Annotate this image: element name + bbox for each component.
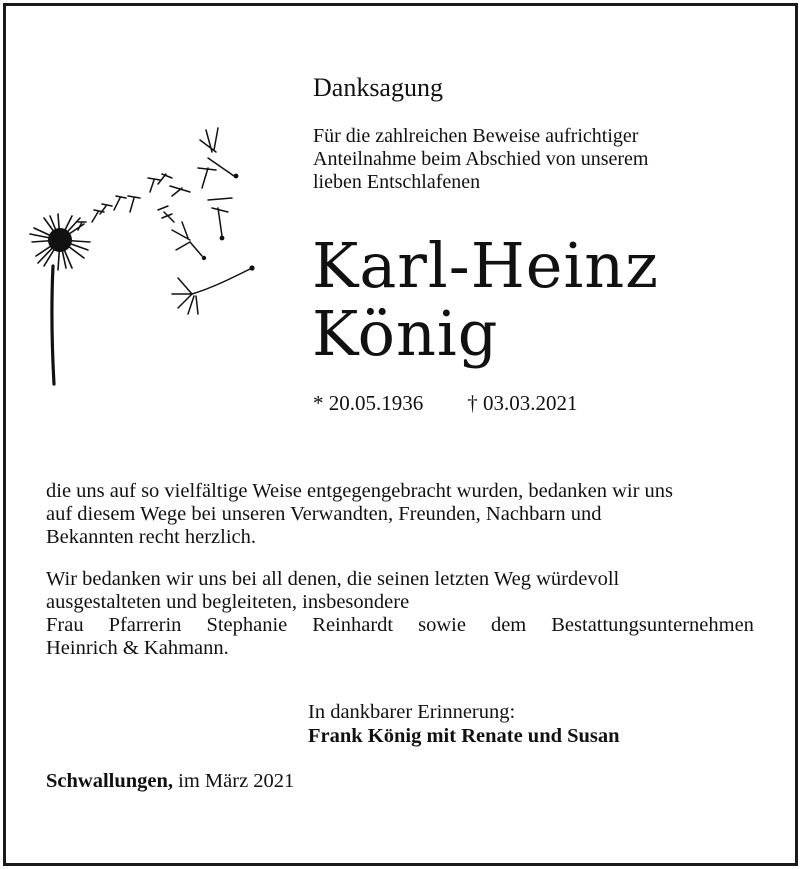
birth-date: * 20.05.1936 bbox=[313, 391, 424, 415]
paragraph-thanks bbox=[46, 480, 754, 549]
paragraph-line: Bekannten recht herzlich. bbox=[46, 526, 257, 548]
first-name: Karl-Heinz bbox=[312, 229, 659, 302]
word: Frau bbox=[46, 614, 84, 636]
signature-block bbox=[308, 700, 620, 748]
date: im März 2021 bbox=[178, 770, 295, 792]
paragraph-line: Heinrich & Kahmann. bbox=[46, 637, 229, 659]
intro-line: lieben Entschlafenen bbox=[313, 171, 481, 193]
deceased-name bbox=[312, 229, 659, 370]
paragraph-funeral bbox=[46, 568, 754, 660]
place-and-date bbox=[46, 770, 294, 793]
intro-text bbox=[313, 125, 648, 194]
word: sowie bbox=[418, 614, 466, 636]
intro-line: Anteilnahme beim Abschied von unserem bbox=[313, 148, 649, 170]
word: Reinhardt bbox=[312, 614, 394, 636]
heading: Danksagung bbox=[313, 73, 443, 102]
paragraph-line: die uns auf so vielfältige Weise entgegengebracht wurden, bedanken wir uns bbox=[46, 480, 674, 502]
death-date: † 03.03.2021 bbox=[467, 391, 578, 415]
word: Pfarrerin bbox=[108, 614, 182, 636]
word: Stephanie bbox=[206, 614, 288, 636]
intro-line: Für die zahlreichen Beweise aufrichtiger bbox=[313, 125, 639, 147]
word: Bestattungsunternehmen bbox=[551, 614, 754, 636]
life-dates bbox=[313, 391, 578, 416]
paragraph-line: auf diesem Wege bei unseren Verwandten, Freunden, Nachbarn und bbox=[46, 503, 602, 525]
paragraph-line: Wir bedanken wir uns bei all denen, die seinen letzten Weg würdevoll bbox=[46, 568, 620, 590]
dandelion-icon bbox=[22, 118, 262, 390]
town: Schwallungen, bbox=[46, 770, 174, 792]
signature-intro: In dankbarer Erinnerung: bbox=[308, 701, 516, 723]
signature-names: Frank König mit Renate und Susan bbox=[308, 725, 620, 747]
word: dem bbox=[490, 614, 527, 636]
last-name: König bbox=[312, 297, 499, 370]
paragraph-line: ausgestalteten und begleiteten, insbesondere bbox=[46, 591, 410, 613]
paragraph-line-justified bbox=[46, 614, 754, 637]
